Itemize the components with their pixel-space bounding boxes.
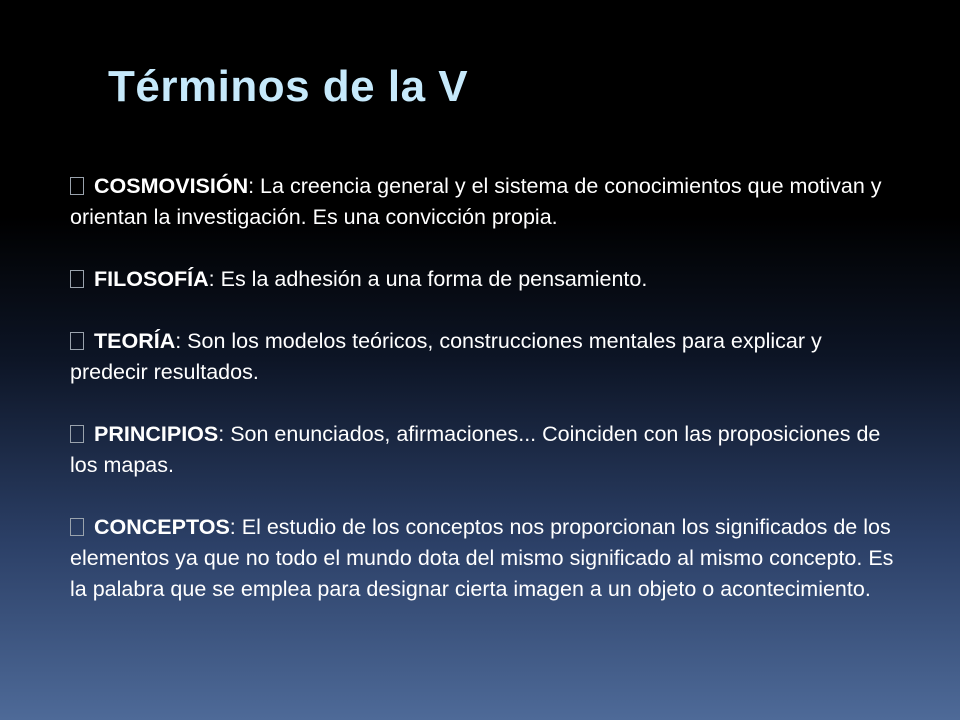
term-label: COSMOVISIÓN: [94, 174, 249, 198]
square-bullet-icon: [70, 518, 84, 536]
term-label: CONCEPTOS: [94, 515, 230, 539]
term-definition: : La creencia general y el sistema de conocimientos que motivan y orientan la investigación. Es una convicción propia.: [70, 174, 882, 229]
list-item-principios: [70, 419, 900, 481]
term-definition: : Son los modelos teóricos, construcciones mentales para explicar y predecir resultados.: [70, 329, 822, 384]
term-definition: : Son enunciados, afirmaciones... Coinciden con las proposiciones de los mapas.: [70, 422, 881, 477]
term-label: PRINCIPIOS: [94, 422, 219, 446]
list-item-teoria: [70, 326, 900, 388]
term-definition: : El estudio de los conceptos nos proporcionan los significados de los elementos ya que no todo el mundo dota del mismo significado al mismo concepto. Es la palabra que se emplea para designar cierta imagen a un objeto o acontecimiento.: [70, 515, 894, 601]
square-bullet-icon: [70, 425, 84, 443]
slide-title: Términos de la V: [108, 62, 469, 111]
term-definition: : Es la adhesión a una forma de pensamiento.: [208, 267, 648, 291]
list-item-conceptos: [70, 512, 900, 605]
list-item-filosofia: [70, 264, 900, 295]
term-label: FILOSOFÍA: [94, 267, 209, 291]
term-label: TEORÍA: [94, 329, 176, 353]
term-list: [70, 171, 900, 636]
square-bullet-icon: [70, 270, 84, 288]
square-bullet-icon: [70, 177, 84, 195]
list-item-cosmovision: [70, 171, 900, 233]
square-bullet-icon: [70, 332, 84, 350]
